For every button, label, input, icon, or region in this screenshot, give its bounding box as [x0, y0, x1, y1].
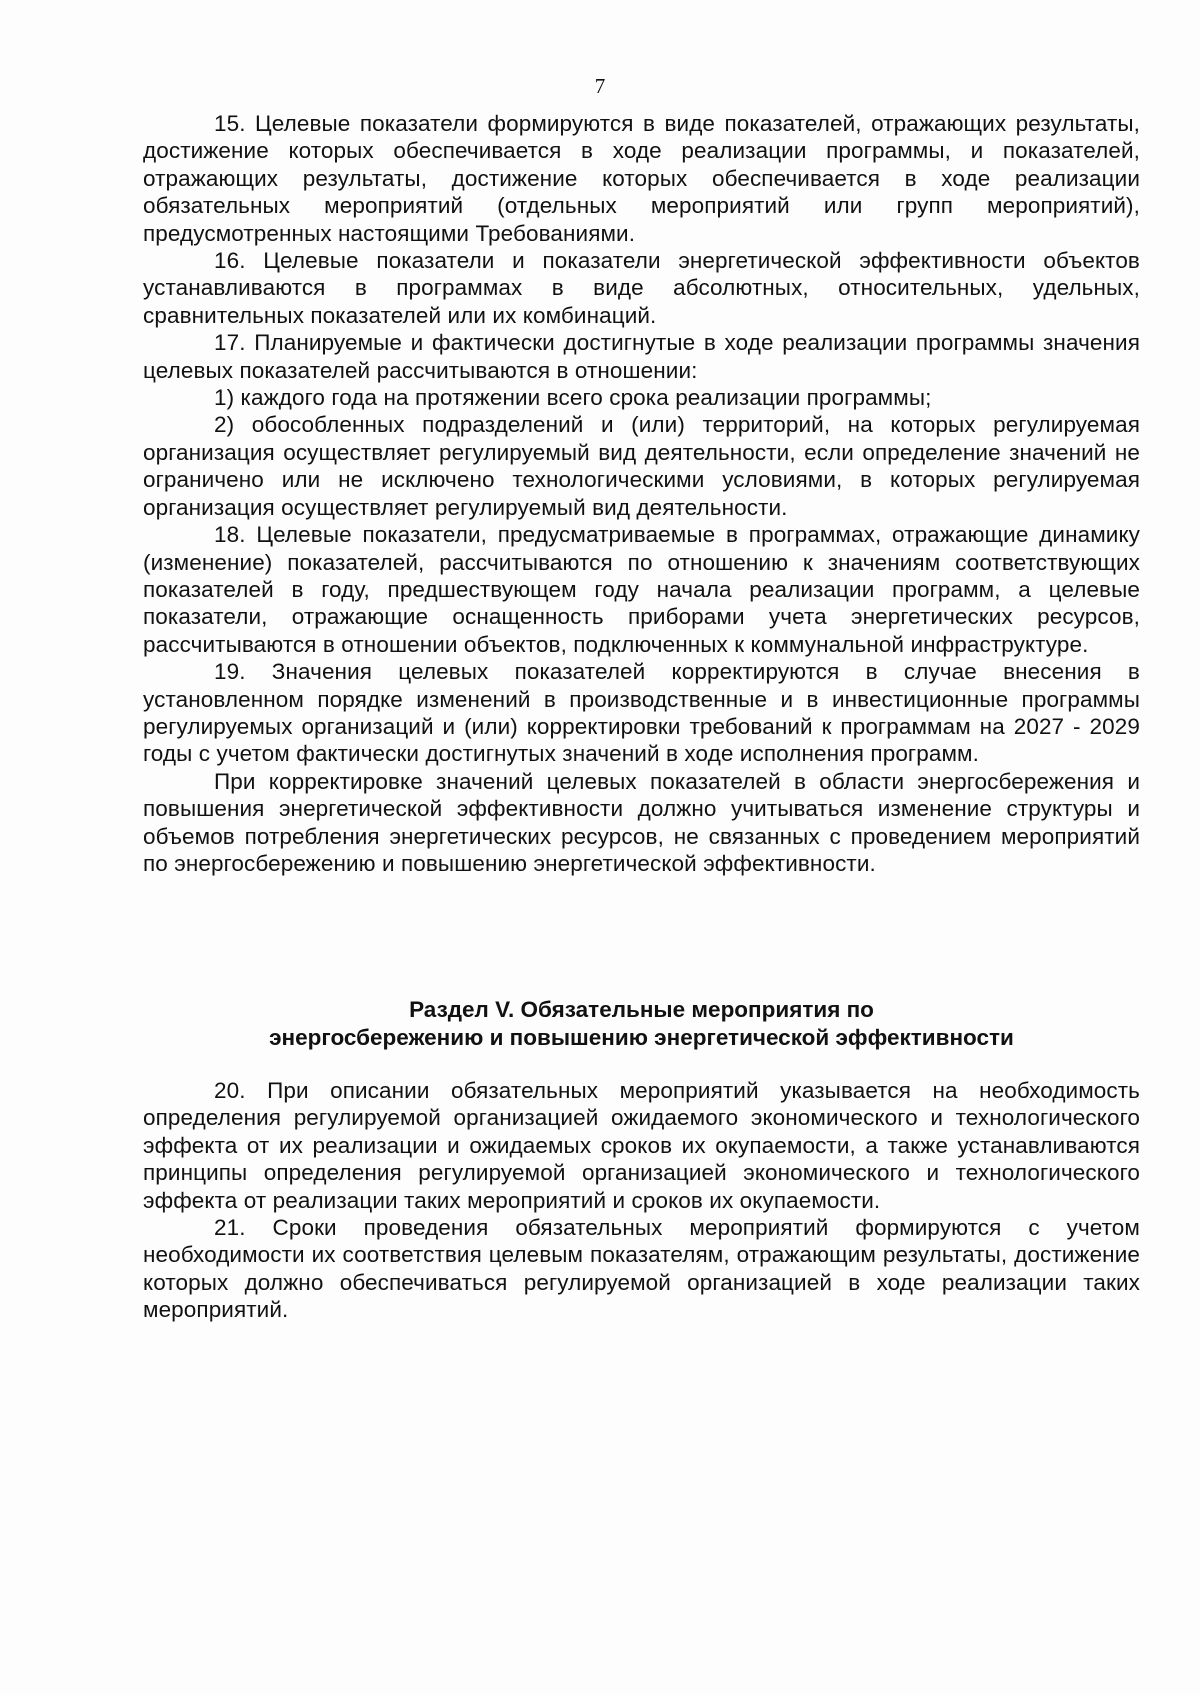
paragraph-21: 21. Сроки проведения обязательных мероприятий формируются с учетом необходимости их соответствия целевым показателям, отражающим результаты, достижение которых должно обеспечиваться регулируемой организацией в ходе реализации таких мероприятий.	[143, 1215, 1140, 1323]
paragraph-16: 16. Целевые показатели и показатели энергетической эффективности объектов устанавливаются в программах в виде абсолютных, относительных, удельных, сравнительных показателей или их комбинаций.	[143, 248, 1140, 328]
paragraph-18: 18. Целевые показатели, предусматриваемые в программах, отражающие динамику (изменение) показателей, рассчитываются по отношению к значениям соответствующих показателей в году, предшествующем году начала реализации программ, а целевые показатели, отражающие оснащенность приборами учета энергетических ресурсов, рассчитываются в отношении объектов, подключенных к коммунальной инфраструктуре.	[143, 522, 1140, 657]
section-heading-line-1: Раздел V. Обязательные мероприятия по	[409, 997, 874, 1022]
paragraph-17-item-2: 2) обособленных подразделений и (или) территорий, на которых регулируемая организация осуществляет регулируемый вид деятельности, если определение значений не ограничено или не исключено технологическими условиями, в которых регулируемая организация осуществляет регулируемый вид деятельности.	[143, 412, 1140, 520]
section-heading	[143, 996, 1140, 1052]
paragraph-15: 15. Целевые показатели формируются в виде показателей, отражающих результаты, достижение которых обеспечивается в ходе реализации программы, и показателей, отражающих результаты, достижение которых обеспечивается в ходе реализации обязательных мероприятий (отдельных мероприятий или групп мероприятий), предусмотренных настоящими Требованиями.	[143, 111, 1140, 246]
section-heading-line-2: энергосбережению и повышению энергетической эффективности	[269, 1025, 1014, 1050]
page-number: 7	[594, 74, 606, 98]
body-text-top	[143, 110, 1140, 877]
paragraph-19: 19. Значения целевых показателей корректируются в случае внесения в установленном порядке изменений в производственные и в инвестиционные программы регулируемых организаций и (или) корректировки требований к программам на 2027 - 2029 годы с учетом фактически достигнутых значений в ходе исполнения программ.	[143, 659, 1140, 767]
paragraph-19-correction: При корректировке значений целевых показателей в области энергосбережения и повышения энергетической эффективности должно учитываться изменение структуры и объемов потребления энергетических ресурсов, не связанных с проведением мероприятий по энергосбережению и повышению энергетической эффективности.	[143, 768, 1140, 876]
paragraph-17: 17. Планируемые и фактически достигнутые в ходе реализации программы значения целевых показателей рассчитываются в отношении:	[143, 330, 1140, 383]
paragraph-20: 20. При описании обязательных мероприятий указывается на необходимость определения регулируемой организацией ожидаемого экономического и технологического эффекта от их реализации и ожидаемых сроков их окупаемости, а также устанавливаются принципы определения регулируемой организацией экономического и технологического эффекта от реализации таких мероприятий и сроков их окупаемости.	[143, 1078, 1140, 1213]
body-text-bottom	[143, 1077, 1140, 1324]
paragraph-17-item-1: 1) каждого года на протяжении всего срока реализации программы;	[214, 385, 932, 411]
